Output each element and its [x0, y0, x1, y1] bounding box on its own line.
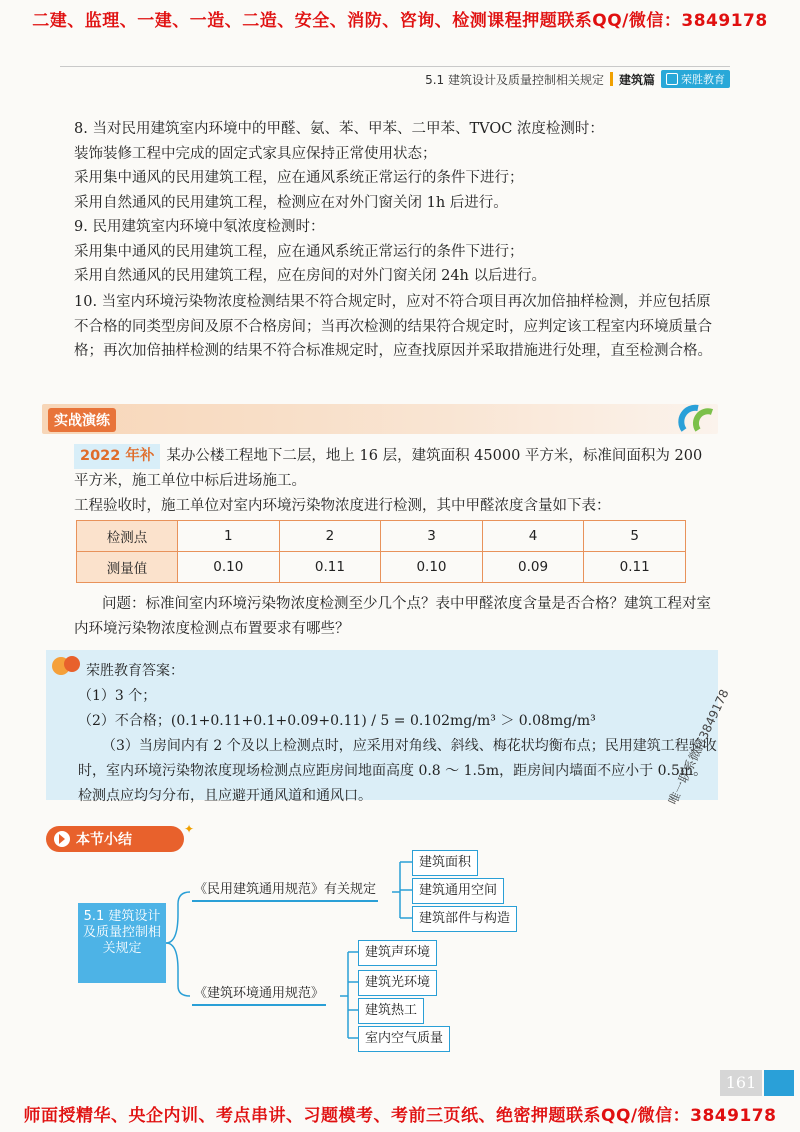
table-cell: 0.09 [482, 552, 584, 583]
rule-10: 10. 当室内环境污染物浓度检测结果不符合规定时，应对不符合项目再次加倍抽样检测，并应包括原不合格的同类型房间及原不合格房间；当再次检测的结果符合规定时，应判定该工程室内环境质量合格；再次加倍抽样检测的结果不符合标准规定时，应查找原因并采取措施进行处理，直至检测合格。 [74, 294, 712, 359]
rule-8: 8. 当对民用建筑室内环境中的甲醛、氨、苯、甲苯、二甲苯、TVOC 浓度检测时： [74, 121, 604, 137]
page-tab [764, 1070, 794, 1096]
mind-map-leaf: 建筑通用空间 [412, 878, 504, 904]
practice-intro-text: 某办公楼工程地下二层，地上 16 层，建筑面积 45000 平方米，标准间面积为 200 平方米，施工单位中标后进场施工。 [74, 448, 703, 489]
running-head-part: 建筑篇 [618, 72, 655, 87]
rule-8a: 装饰装修工程中完成的固定式家具应保持正常使用状态； [74, 145, 437, 162]
mind-map-leaf: 建筑光环境 [358, 970, 437, 996]
summary-label: 本节小结 [76, 832, 132, 848]
practice-line2: 工程验收时，施工单位对室内环境污染物浓度进行检测，其中甲醛浓度含量如下表： [74, 498, 611, 514]
table-row [77, 521, 686, 552]
rule-9a: 采用集中通风的民用建筑工程，应在通风系统正常运行的条件下进行； [74, 243, 524, 260]
mind-map-leaf: 建筑热工 [358, 998, 424, 1024]
table-cell: 2 [279, 521, 381, 552]
table-row [77, 552, 686, 583]
answer-2: （2）不合格；(0.1+0.11+0.1+0.09+0.11) / 5 = 0.102mg/m³ ＞ 0.08mg/m³ [78, 713, 596, 729]
mind-map-leaf: 建筑部件与构造 [412, 906, 517, 932]
table-cell: 3 [381, 521, 483, 552]
answer-3: （3）当房间内有 2 个及以上检测点时，应采用对角线、斜线、梅花状均衡布点；民用建筑工程验收时，室内环境污染物浓度现场检测点应距房间地面高度 0.8 ～ 1.5m，距房间内墙面不应小于 0.5m。检测点应均匀分布，且应避开通风道和通风口。 [78, 738, 717, 804]
star-icon: ✦ [184, 822, 195, 836]
table-cell: 0.10 [178, 552, 280, 583]
brand-logo-icon [666, 73, 678, 85]
practice-intro [74, 444, 720, 493]
mind-map-branch-2: 《建筑环境通用规范》 [192, 984, 326, 1006]
answer-1: （1）3 个； [78, 688, 157, 704]
table-header-cell: 测量值 [77, 552, 178, 583]
inspection-rules [74, 117, 720, 289]
sailboat-icon [54, 831, 70, 847]
table-cell: 5 [584, 521, 686, 552]
mind-map-root: 5.1 建筑设计及质量控制相关规定 [78, 903, 166, 983]
practice-label: 实战演练 [48, 408, 116, 432]
summary-tag [46, 826, 184, 852]
mind-map-leaf: 建筑面积 [412, 850, 478, 876]
rule-9b: 采用自然通风的民用建筑工程，应在房间的对外门窗关闭 24h 以后进行。 [74, 268, 547, 284]
brand-name: 荣胜教育 [681, 73, 725, 86]
running-head-bar [610, 72, 613, 86]
brand-badge [661, 70, 730, 88]
running-head [425, 70, 730, 88]
header-divider [60, 66, 730, 67]
top-ad-banner: 二建、监理、一建、一造、二造、安全、消防、咨询、检测课程押题联系QQ/微信：3849178 [32, 11, 768, 31]
table-cell: 0.11 [279, 552, 381, 583]
table-cell: 0.10 [381, 552, 483, 583]
formaldehyde-table [76, 520, 686, 583]
page-number: 161 [720, 1070, 762, 1096]
year-tag: 2022 年补 [74, 444, 160, 469]
practice-question: 问题：标准间室内环境污染物浓度检测至少几个点？表中甲醛浓度含量是否合格？建筑工程对室内环境污染物浓度检测点布置要求有哪些？ [74, 596, 711, 637]
table-cell: 1 [178, 521, 280, 552]
answer-lines [78, 684, 718, 809]
running-head-section: 5.1 建筑设计及质量控制相关规定 [425, 72, 604, 87]
answer-title: 荣胜教育答案： [86, 663, 184, 679]
side-watermark: 唯一联系微信3849178 [665, 687, 732, 807]
rule-8c: 采用自然通风的民用建筑工程，检测应在对外门窗关闭 1h 后进行。 [74, 194, 508, 211]
mind-map-leaf: 建筑声环境 [358, 940, 437, 966]
table-cell: 0.11 [584, 552, 686, 583]
rule-8b: 采用集中通风的民用建筑工程，应在通风系统正常运行的条件下进行； [74, 170, 524, 186]
table-header-cell: 检测点 [77, 521, 178, 552]
table-cell: 4 [482, 521, 584, 552]
mind-map-branch-1: 《民用建筑通用规范》有关规定 [192, 880, 378, 902]
mind-map-leaf: 室内空气质量 [358, 1026, 450, 1052]
answer-box [46, 650, 718, 804]
speech-bubbles-icon [50, 654, 82, 678]
decorative-circles-icon [674, 400, 716, 436]
bottom-ad-banner: 师面授精华、央企内训、考点串讲、习题模考、考前三页纸、绝密押题联系QQ/微信：3849178 [23, 1106, 777, 1126]
practice-section-band [42, 404, 718, 434]
rule-9: 9. 民用建筑室内环境中氡浓度检测时： [74, 219, 325, 235]
